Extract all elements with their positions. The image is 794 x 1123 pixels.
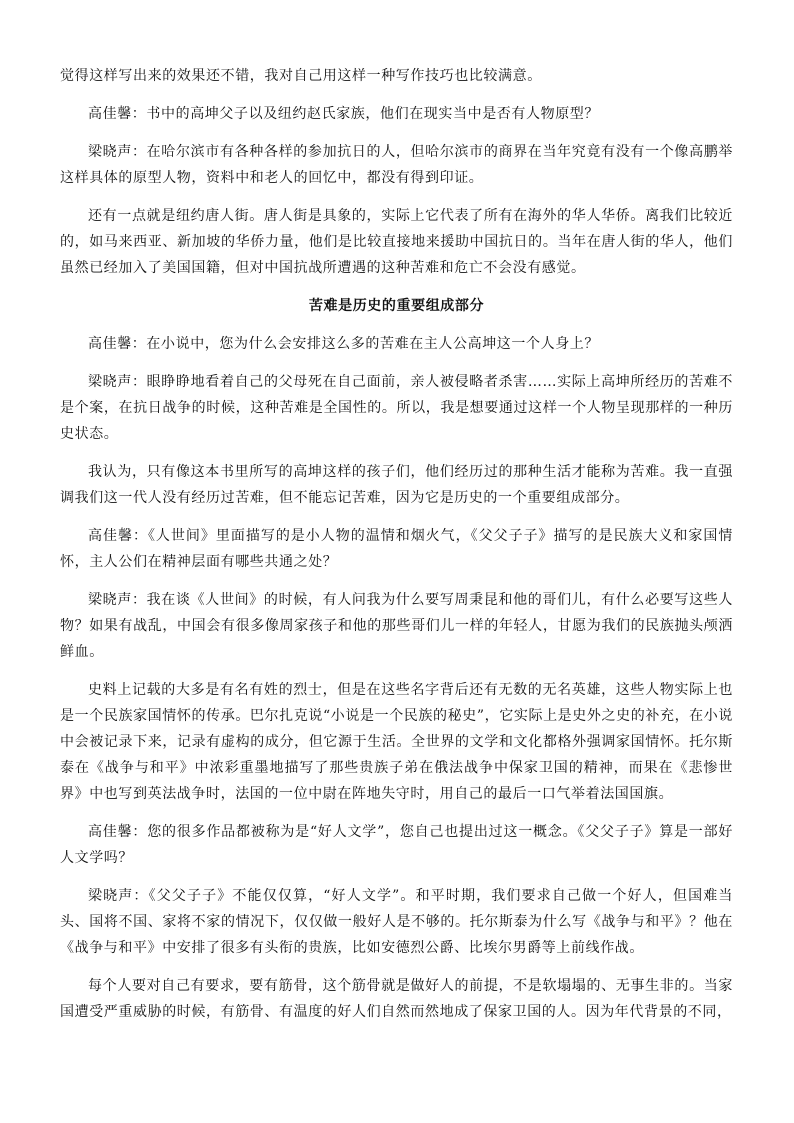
paragraph-answer-common-ground: 梁晓声：我在谈《人世间》的时候，有人问我为什么要写周秉昆和他的哥们儿，有什么必要写这些人物？如果有战乱，中国会有很多像周家孩子和他的那些哥们儿一样的年轻人，甘愿为我们的民族抛头颅洒鲜血。 [60,592,733,660]
paragraph-continuation: 觉得这样写出来的效果还不错，我对自己用这样一种写作技巧也比较满意。 [60,68,542,84]
paragraph-question-common-ground: 高佳馨：《人世间》里面描写的是小人物的温情和烟火气，《父父子子》描写的是民族大义和家国情怀，主人公们在精神层面有哪些共通之处？ [60,528,733,570]
paragraph-suffering-history: 我认为，只有像这本书里所写的高坤这样的孩子们，他们经历过的那种生活才能称为苦难。我一直强调我们这一代人没有经历过苦难，但不能忘记苦难，因为它是历史的一个重要组成部分。 [60,464,733,506]
paragraph-answer-suffering: 梁晓声：眼睁睁地看着自己的父母死在自己面前，亲人被侵略者杀害……实际上高坤所经历的苦难不是个案，在抗日战争的时候，这种苦难是全国性的。所以，我是想要通过这样一个人物呈现那样的一种历史状态。 [60,374,733,442]
paragraph-answer-good-person-literature: 梁晓声：《父父子子》不能仅仅算，“好人文学”。和平时期，我们要求自己做一个好人，但国难当头、国将不国、家将不家的情况下，仅仅做一般好人是不够的。托尔斯泰为什么写《战争与和平》？他在《战争与和平》中安排了很多有头衔的贵族，比如安德烈公爵、比埃尔男爵等上前线作战。 [60,888,733,956]
paragraph-question-suffering: 高佳馨：在小说中，您为什么会安排这么多的苦难在主人公高坤这一个人身上？ [88,336,599,352]
article-body [60,63,733,1037]
paragraph-question-prototype: 高佳馨：书中的高坤父子以及纽约赵氏家族，他们在现实当中是否有人物原型？ [88,106,599,122]
paragraph-unknown-heroes: 史料上记载的大多是有名有姓的烈士，但是在这些名字背后还有无数的无名英雄，这些人物实际上也是一个民族家国情怀的传承。巴尔扎克说“小说是一个民族的秘史”，它实际上是史外之史的补充，在小说中会被记录下来，记录有虚构的成分，但它源于生活。全世界的文学和文化都格外强调家国情怀。托尔斯泰在《战争与和平》中浓彩重墨地描写了那些贵族子弟在俄法战争中保家卫国的精神，而果在《悲惨世界》中也写到英法战争时，法国的一位中尉在阵地失守时，用自己的最后一口气举着法国国旗。 [60,682,733,802]
paragraph-answer-prototype: 梁晓声：在哈尔滨市有各种各样的参加抗日的人，但哈尔滨市的商界在当年究竟有没有一个像高鹏举这样具体的原型人物，资料中和老人的回忆中，都没有得到印证。 [60,144,733,186]
paragraph-backbone: 每个人要对自己有要求，要有筋骨，这个筋骨就是做好人的前提，不是软塌塌的、无事生非的。当家国遭受严重威胁的时候，有筋骨、有温度的好人们自然而然地成了保家卫国的人。因为年代背景的不同， [60,978,733,1020]
section-heading: 苦难是历史的重要组成部分 [308,298,485,314]
paragraph-chinatown: 还有一点就是纽约唐人街。唐人街是具象的，实际上它代表了所有在海外的华人华侨。离我们比较近的，如马来西亚、新加坡的华侨力量，他们是比较直接地来援助中国抗日的。当年在唐人街的华人，他们虽然已经加入了美国国籍，但对中国抗战所遭遇的这种苦难和危亡不会没有感觉。 [60,208,733,276]
paragraph-question-good-person-literature: 高佳馨：您的很多作品都被称为是“好人文学”，您自己也提出过这一概念。《父父子子》算是一部好人文学吗？ [60,824,733,866]
